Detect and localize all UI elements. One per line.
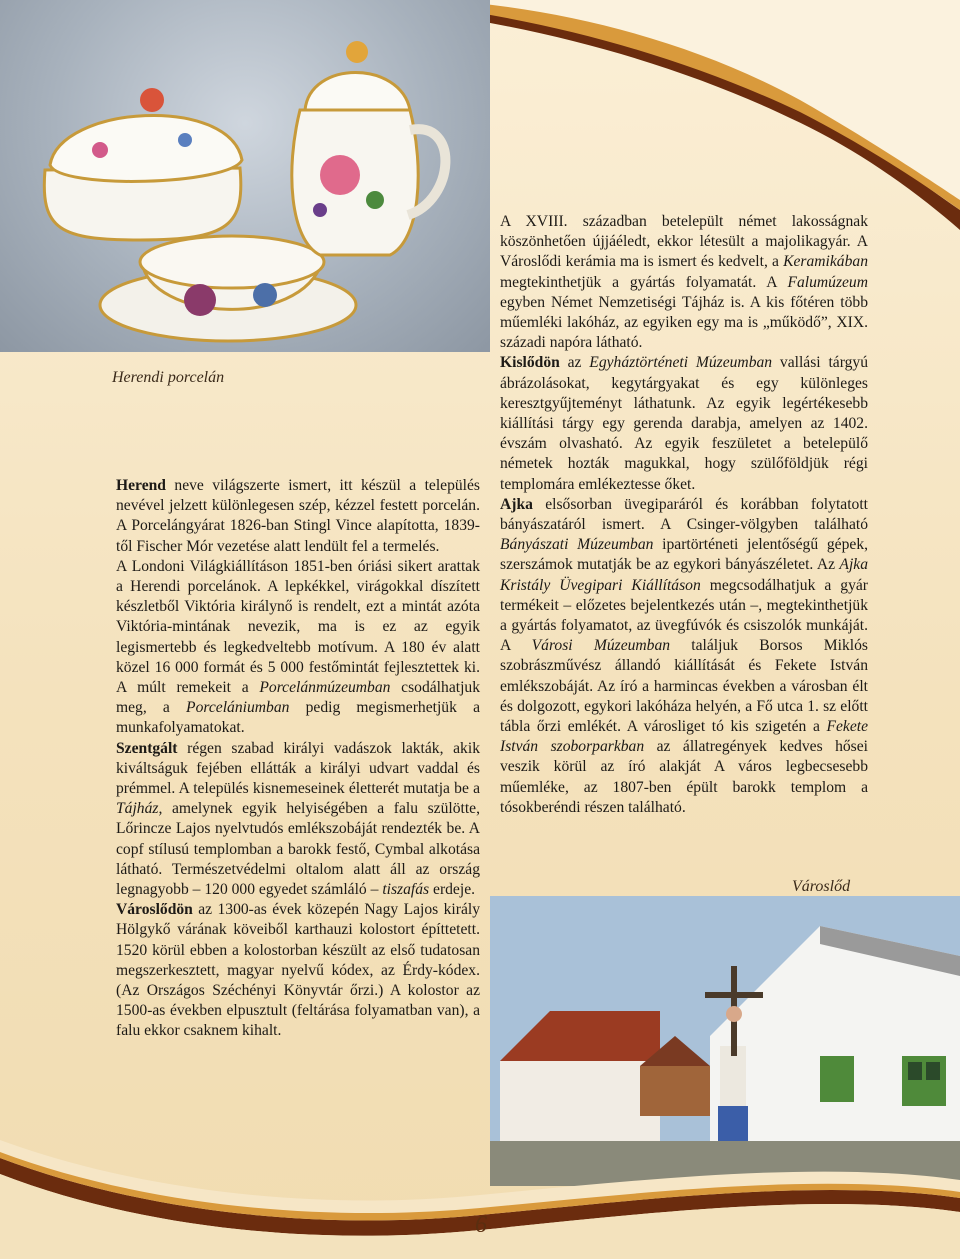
text-span: az <box>559 354 590 372</box>
italic-span: Keramikában <box>783 253 868 271</box>
paragraph-szentgalt <box>116 739 480 901</box>
text-span: pedig megismerhetjük a munkafolyamatokat. <box>116 699 481 737</box>
paragraph-kislod <box>500 353 868 494</box>
right-text-column <box>500 212 868 818</box>
keyword-ajka: Ajka <box>500 495 533 513</box>
text-span: A XVIII. században betelepült német lakosságnak köszönhetően újjáéledt, ekkor létesült a majolikagyár. A Városlődi kerámia ma is ismert és kedvelt, a <box>500 213 868 271</box>
italic-span: Ajka Kristály Üvegipari Kiállításon <box>500 556 868 594</box>
text-span: A Londoni Világkiállításon 1851-ben óriási sikert arattak a Herendi porcelánok. A lepkékkel, virágokkal díszített készletből Viktória királynő is rendelt, ezt a mintát azóta Viktória-mintának nevezik, ma is ez az egyik legismertebb és legkedveltebb motívum. A 180 év alatt közel 16 000 formát és 5 000 festőmintát fejlesztettek ki. A múlt remekeit a <box>116 557 480 697</box>
varoslod-caption: Városlőd <box>792 878 851 895</box>
text-span: az 1300-as évek közepén Nagy Lajos király Hölgykő várának köveiből karthauzi kolostort építtetett. 1520 körül ebben a kolostorban készült az első tudatosan megszerkesztett, magyar nyelvű kódex, az Érdy-kódex. (Az Országos Széchényi Könyvtár őrzi.) A kolostor az 1500-as években elpusztult (feltárása folyamatban van), a falu ekkor csaknem kihalt. <box>116 901 480 1040</box>
keyword-szentgalt: Szentgált <box>116 739 178 757</box>
italic-span: tiszafás <box>382 881 430 899</box>
italic-span: Városi Múzeumban <box>531 637 671 655</box>
text-span: egyben Német Nemzetiségi Tájház is. A kis főtéren több műemléki lakóház, az egyiken egy ma is „működő”, XIX. századi napóra látható. <box>500 293 868 352</box>
herend-caption: Herendi porcelán <box>112 369 225 386</box>
text-span: az állatregények kedves hősei veszik körül az író alakját A város legbecsesebb műemléke, az 1807-ben épült barokk templom a tósokberéndi részen található. <box>500 738 869 816</box>
herend-porcelain-photo <box>0 0 490 352</box>
text-span: megcsodálhatjuk a gyár termékeit – előzetes bejelentkezés után –, megtekinthetjük a gyártás folyamatot, az üvegfúvók és csiszolók munkáját. A <box>500 576 868 655</box>
paragraph-ajka <box>500 495 868 818</box>
text-span: találjuk Borsos Miklós szobrászművész állandó kiállítását és Fekete István emlékszobáját. Az író a harmincas években a városban élt és dolgozott, egykori lakóháza helyén, a Fő utca 1. sz előtt tábla őrzi emlékét. A városliget tó kis szigetén a <box>500 637 868 736</box>
text-span: elsősorban üvegiparáról és korábban folytatott bányászatáról ismert. A Csinger-völgyben található <box>500 495 868 534</box>
text-span: ipartörténeti jelentőségű gépek, szerszámok mutatják be az egykori bányászéletet. Az <box>500 536 869 574</box>
keyword-varoslod: Városlődön <box>116 901 193 919</box>
left-text-column <box>116 476 480 1042</box>
keyword-kislod: Kislődön <box>500 354 560 372</box>
paragraph-herend <box>116 476 480 557</box>
paragraph-varoslod <box>116 900 480 1041</box>
paragraph-xviii-century <box>500 212 868 353</box>
text-span: vallási tárgyú ábrázolásokat, kegytárgyakat és egy különleges keresztgyűjteményt láthatunk. Az egyik legértékesebb kiállítási tárgy egy gerenda darabja, amelyen az 1402. évszám olvasható. Az egyik feszületet a betelepülő németek hozták magukkal, hogy szülőföldjük régi templomára emlékeztesse őket. <box>500 354 868 493</box>
text-span: régen szabad királyi vadászok lakták, akik kiváltságuk fejében ellátták a királyi udvart vaddal és prémmel. A település kisnemeseinek életterét mutatja be a <box>116 739 480 798</box>
paragraph-london-exhibition <box>116 557 480 739</box>
text-span: megtekinthetjük a gyártás folyamatát. A <box>500 273 788 291</box>
italic-span: Egyháztörténeti Múzeumban <box>589 354 773 372</box>
italic-span: Falumúzeum <box>787 273 868 291</box>
italic-span: Tájház, <box>116 800 163 818</box>
text-span: csodálhatjuk meg, a <box>116 679 480 717</box>
italic-span: Fekete István szoborparkban <box>500 718 868 756</box>
page-number: 6 <box>475 1212 487 1238</box>
text-span: amelynek egyik helyiségében a falu szülötte, Lőrincze Lajos nyelvtudós emlékszobáját rendezték be. A copf stílusú templomban a barokk festő, Cymbal alkotása látható. Természetvédelmi oltalom alatt áll az ország legnagyobb – 120 000 egyedet számláló – <box>116 800 480 899</box>
text-span: neve világszerte ismert, itt készül a település nevével jelzett különlegesen szép, kézzel festett porcelán. A Porcelángyárat 1826-ban Stingl Vince alapította, 1839-től Fischer Mór vezetése alatt lendült fel a termelés. <box>116 477 480 555</box>
keyword-herend: Herend <box>116 477 166 494</box>
italic-span: Porcelániumban <box>186 699 290 717</box>
italic-span: Porcelánmúzeumban <box>259 679 391 697</box>
text-span: erdeje. <box>429 881 476 899</box>
italic-span: Bányászati Múzeumban <box>500 536 654 554</box>
